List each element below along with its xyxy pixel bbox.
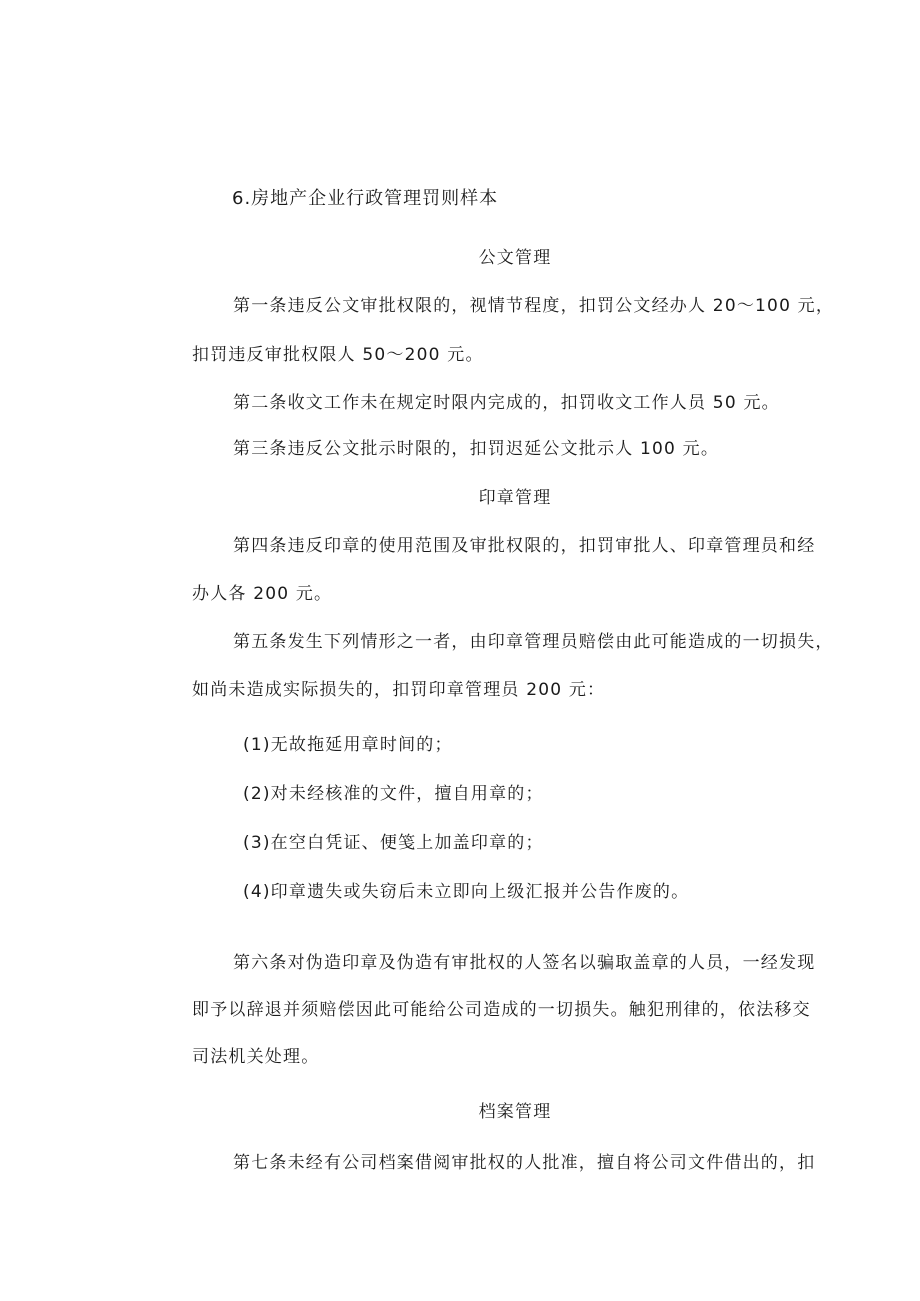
article-1-line-1: 第一条违反公文审批权限的，视情节程度，扣罚公文经办人 20～100 元，	[233, 296, 835, 316]
section-heading-seals: 印章管理	[478, 488, 552, 508]
article-3-line-1: 第三条违反公文批示时限的，扣罚迟延公文批示人 100 元。	[233, 439, 720, 459]
article-6-line-3: 司法机关处理。	[192, 1047, 320, 1067]
article-6-line-1: 第六条对伪造印章及伪造有审批权的人签名以骗取盖章的人员，一经发现	[233, 953, 816, 973]
section-heading-official-documents: 公文管理	[478, 248, 552, 268]
article-7-line-1: 第七条未经有公司档案借阅审批权的人批准，擅自将公司文件借出的，扣	[233, 1153, 816, 1173]
article-1-line-2: 扣罚违反审批权限人 50～200 元。	[192, 345, 484, 365]
article-4-line-1: 第四条违反印章的使用范围及审批权限的，扣罚审批人、印章管理员和经	[233, 536, 816, 556]
article-4-line-2: 办人各 200 元。	[192, 584, 333, 604]
article-5-line-2: 如尚未造成实际损失的，扣罚印章管理员 200 元：	[192, 680, 606, 700]
article-2-line-1: 第二条收文工作未在规定时限内完成的，扣罚收文工作人员 50 元。	[233, 393, 780, 413]
article-5-line-1: 第五条发生下列情形之一者，由印章管理员赔偿由此可能造成的一切损失，	[233, 632, 834, 652]
article-6-line-2: 即予以辞退并须赔偿因此可能给公司造成的一切损失。触犯刑律的，依法移交	[192, 1000, 811, 1020]
article-5-item-1: (1)无故拖延用章时间的；	[243, 735, 453, 755]
document-title: 6.房地产企业行政管理罚则样本	[232, 188, 499, 209]
article-5-item-3: (3)在空白凭证、便笺上加盖印章的；	[243, 833, 544, 853]
article-5-item-2: (2)对未经核准的文件，擅自用章的；	[243, 784, 544, 804]
article-5-item-4: (4)印章遗失或失窃后未立即向上级汇报并公告作废的。	[243, 882, 690, 902]
section-heading-archives: 档案管理	[478, 1102, 552, 1122]
